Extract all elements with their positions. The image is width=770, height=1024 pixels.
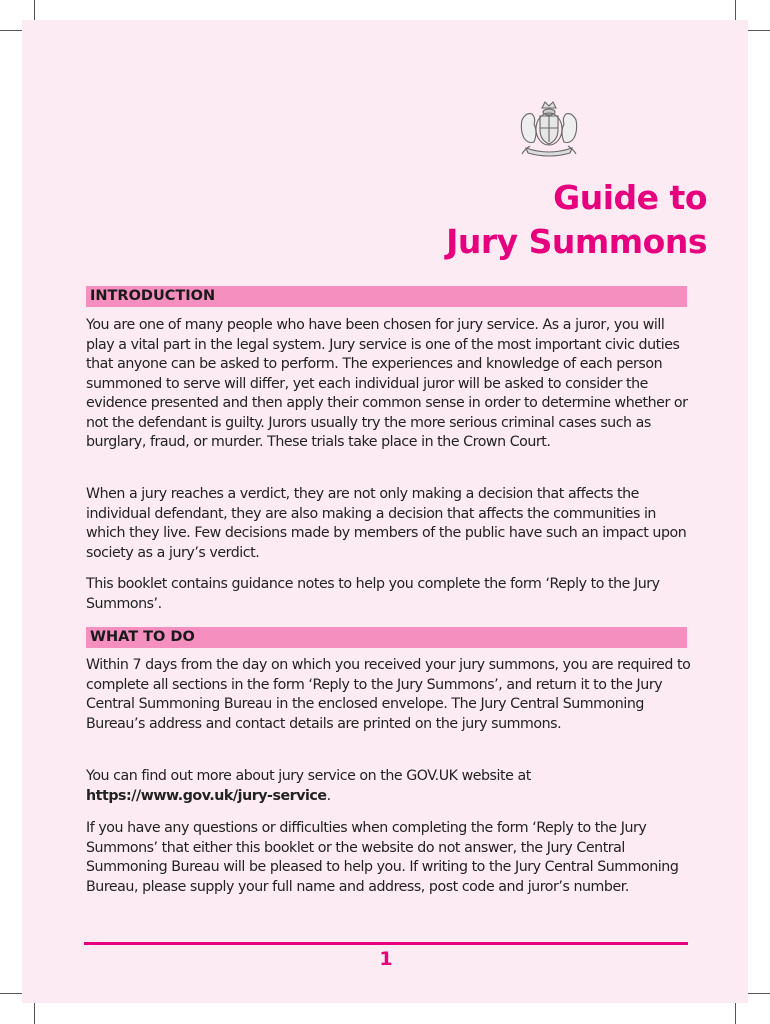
crop-mark bbox=[34, 0, 35, 20]
website-paragraph-suffix: . bbox=[326, 787, 331, 804]
section-heading-introduction bbox=[86, 286, 687, 307]
footer-divider bbox=[84, 942, 688, 945]
crop-mark bbox=[735, 1003, 736, 1024]
page-number: 1 bbox=[379, 948, 393, 970]
intro-paragraph-1: You are one of many people who have been chosen for jury service. As a juror, you will play a vital part in the legal system. Jury service is one of the most important civic duties that anyone can be asked to perform. The experiences and knowledge of each person summoned to serve will differ, yet each individual juror will be asked to consider the evidence presented and then apply their common sense in order to determine whether or not the defendant is guilty. Jurors usually try the more serious criminal cases such as burglary, fraud, or murder. These trials take place in the Crown Court. bbox=[86, 317, 688, 450]
website-paragraph bbox=[86, 767, 691, 806]
section-heading-label: INTRODUCTION bbox=[90, 288, 216, 304]
section-heading-what-to-do bbox=[86, 627, 687, 648]
section-heading-label: WHAT TO DO bbox=[90, 629, 195, 645]
intro-paragraph-3: This booklet contains guidance notes to help you complete the form ‘Reply to the Jury Summons’. bbox=[86, 576, 660, 612]
what-to-do-paragraph-1: Within 7 days from the day on which you received your jury summons, you are required to complete all sections in the form ‘Reply to the Jury Summons’, and return it to the Jury Central Summoning Bureau in the enclosed envelope. The Jury Central Summoning Bureau’s address and contact details are printed on the jury summons. bbox=[86, 657, 691, 732]
crop-mark bbox=[748, 993, 770, 994]
crop-mark bbox=[735, 0, 736, 20]
crop-mark bbox=[0, 993, 22, 994]
crop-mark bbox=[0, 30, 22, 31]
crop-mark bbox=[34, 1003, 35, 1024]
title-line-2: Jury Summons bbox=[446, 222, 707, 261]
title-line-1: Guide to bbox=[553, 178, 707, 217]
royal-coat-of-arms-icon bbox=[516, 96, 582, 158]
crop-mark bbox=[748, 30, 770, 31]
page-title bbox=[382, 176, 707, 264]
what-to-do-paragraph-2: If you have any questions or difficulties when completing the form ‘Reply to the Jury Summons’ that either this booklet or the website do not answer, the Jury Central Summoning Bureau will be pleased to help you. If writing to the Jury Central Summoning Bureau, please supply your full name and address, post code and juror’s number. bbox=[86, 820, 679, 895]
jury-service-link[interactable]: https://www.gov.uk/jury-service bbox=[86, 787, 327, 804]
website-paragraph-prefix: You can find out more about jury service on the GOV.UK website at bbox=[86, 768, 531, 784]
intro-paragraph-2: When a jury reaches a verdict, they are not only making a decision that affects the individual defendant, they are also making a decision that affects the communities in which they live. Few decisions made by members of the public have such an impact upon society as a jury’s verdict. bbox=[86, 486, 687, 561]
